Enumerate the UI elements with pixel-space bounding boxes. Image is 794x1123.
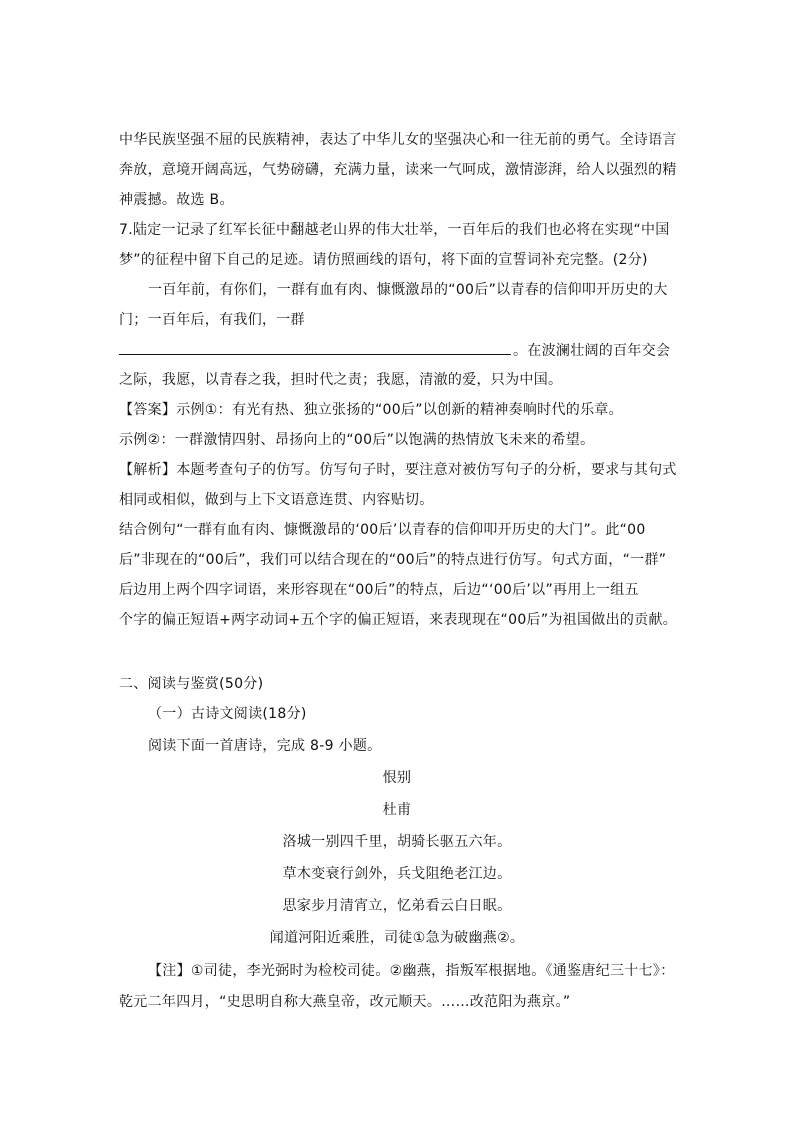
analysis-line: 个字的偏正短语+两字动词+五个字的偏正短语，来表现现在“00后”为祖国做出的贡献。 <box>119 612 678 628</box>
poem-author: 杜甫 <box>382 802 412 818</box>
answer-line: 【答案】示例①：有光有热、独立张扬的“00后”以创新的精神奏响时代的乐章。 <box>119 402 623 418</box>
example-sentence-line: 门；一百年后，有我们，一群 <box>119 312 305 328</box>
analysis-line: 后”非现在的“00后”，我们可以结合现在的“00后”的特点进行仿写。句式方面，“一群” <box>119 552 667 568</box>
section-heading: 二、阅读与鉴赏(50分) <box>119 676 264 692</box>
fill-in-tail: 。在波澜壮阔的百年交会 <box>513 343 671 359</box>
poem-title: 恨别 <box>382 770 412 786</box>
analysis-line: 【解析】本题考查句子的仿写。仿写句子时，要注意对被仿写句子的分析，要求与其句式 <box>119 462 677 478</box>
text-line: 奔放，意境开阔高远，气势磅礴，充满力量，读来一气呵成，激情澎湃，给人以强烈的精 <box>119 162 677 178</box>
poem-verse: 闻道河阳近乘胜，司徒①急为破幽燕②。 <box>269 930 525 946</box>
poem-verse: 洛城一别四千里，胡骑长驱五六年。 <box>282 834 512 850</box>
note-line: 乾元二年四月，“史思明自称大燕皇帝，改元顺天。……改范阳为燕京。” <box>119 994 571 1010</box>
example-sentence-line: 一百年前，有你们，一群有血有肉、慷慨激昂的“00后”以青春的信仰叩开历史的大 <box>148 282 668 298</box>
answer-blank[interactable] <box>119 340 511 355</box>
question-7-line: 梦”的征程中留下自己的足迹。请仿照画线的语句，将下面的宣誓词补充完整。(2分) <box>119 252 648 268</box>
instruction-line: 阅读下面一首唐诗，完成 8-9 小题。 <box>148 738 382 754</box>
question-7-line: 7.陆定一记录了红军长征中翻越老山界的伟大壮举，一百年后的我们也必将在实现“中国 <box>119 222 670 238</box>
subsection-heading: （一）古诗文阅读(18分) <box>148 706 307 722</box>
text-line: 神震撼。故选 B。 <box>119 192 234 208</box>
analysis-line: 后边用上两个四字词语，来形容现在“00后”的特点，后边“‘00后’以”再用上一组五 <box>119 582 639 598</box>
analysis-line: 结合例句“一群有血有肉、慷慨激昂的‘00后’以青春的信仰叩开历史的大门”。此“00 <box>119 522 646 538</box>
analysis-line: 相同或相似，做到与上下文语意连贯、内容贴切。 <box>119 492 434 508</box>
text-line: 之际，我愿，以青春之我，担时代之责；我愿，清澈的爱，只为中国。 <box>119 372 563 388</box>
poem-verse: 草木变衰行剑外，兵戈阻绝老江边。 <box>282 866 512 882</box>
answer-line: 示例②：一群激情四射、昂扬向上的“00后”以饱满的热情放飞未来的希望。 <box>119 432 595 448</box>
fill-in-line <box>119 340 670 361</box>
note-line: 【注】①司徒，李光弼时为检校司徒。②幽燕，指叛军根据地。《通鉴唐纪三十七》： <box>148 963 675 979</box>
poem-verse: 思家步月清宵立，忆弟看云白日眠。 <box>282 898 512 914</box>
text-line: 中华民族坚强不屈的民族精神，表达了中华儿女的坚强决心和一往无前的勇气。全诗语言 <box>119 132 677 148</box>
